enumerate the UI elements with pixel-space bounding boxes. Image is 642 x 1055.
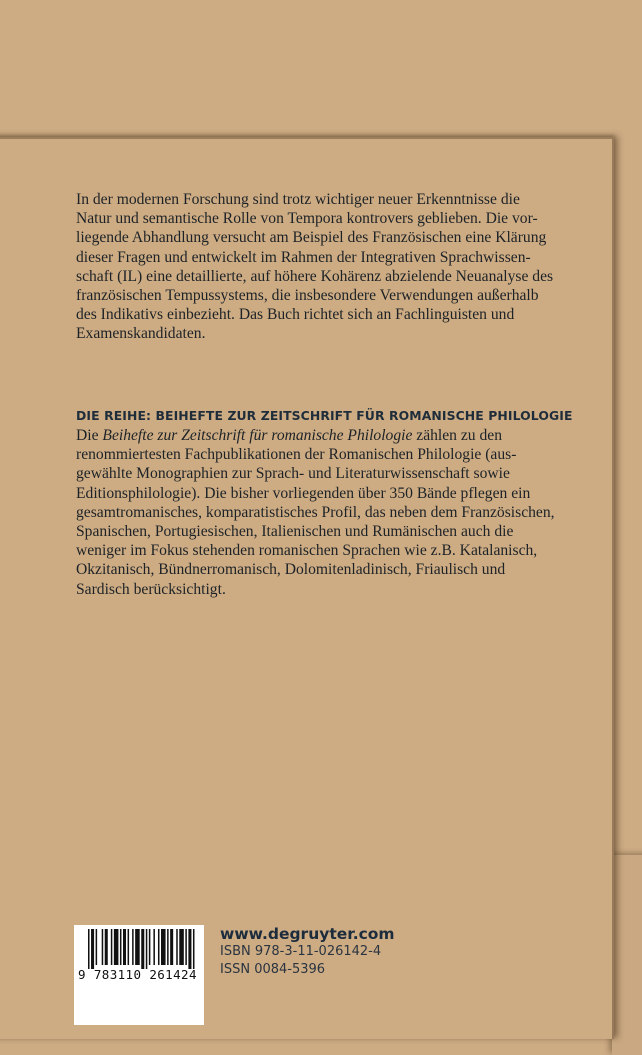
- abstract-line: In der modernen Forschung sind trotz wichtiger neuer Erkenntnisse die: [76, 191, 520, 208]
- series-line-prefix: Die: [76, 427, 103, 444]
- series-title-italic: Beihefte zur Zeitschrift für romanische Philologie: [102, 427, 413, 444]
- isbn-barcode: [74, 925, 204, 1025]
- series-line: [76, 426, 636, 445]
- abstract-line: Examenskandidaten.: [76, 325, 206, 343]
- abstract-line: dieser Fragen und entwickelt im Rahmen der Integrativen Sprachwissen-: [76, 248, 531, 266]
- back-cover-panel: [612, 855, 642, 1055]
- series-line: Editionsphilologie). Die bisher vorliegenden über 350 Bände pflegen ein: [76, 484, 531, 502]
- series-section: [76, 408, 636, 599]
- abstract-line: französischen Tempussystems, die insbesondere Verwendungen außerhalb: [76, 287, 539, 305]
- barcode-bars-graphic: [88, 929, 196, 969]
- series-line: renommiertesten Fachpublikationen der Romanischen Philologie (aus-: [76, 446, 517, 464]
- abstract-line: liegende Abhandlung versucht am Beispiel des Französischen eine Klärung: [76, 229, 547, 247]
- barcode-digits: 9 783110 261424: [78, 967, 197, 982]
- series-line: Okzitanisch, Bündnerromanisch, Dolomitenladinisch, Friaulisch und: [76, 561, 506, 579]
- series-line: gesamtromanisches, komparatistisches Profil, das neben dem Französischen,: [76, 503, 555, 521]
- series-line-suffix: zählen zu den: [412, 427, 503, 444]
- series-line: Sardisch berücksichtigt.: [76, 580, 226, 598]
- book-abstract: [76, 190, 636, 344]
- series-line: weniger im Fokus stehenden romanischen Sprachen wie z.B. Katalanisch,: [76, 542, 538, 560]
- abstract-line: schaft (IL) eine detaillierte, auf höhere Kohärenz abzielende Neuanalyse des: [76, 267, 554, 285]
- abstract-line: des Indikativs einbezieht. Das Buch richtet sich an Fachlinguisten und: [76, 306, 515, 324]
- series-description: [76, 426, 636, 599]
- isbn-number: ISBN 978-3-11-026142-4: [220, 944, 382, 959]
- publisher-url-link[interactable]: www.degruyter.com: [220, 925, 395, 943]
- series-heading: DIE REIHE: BEIHEFTE ZUR ZEITSCHRIFT FÜR ROMANISCHE PHILOLOGIE: [76, 408, 573, 423]
- publisher-info: [220, 925, 395, 979]
- series-line: gewählte Monographien zur Sprach- und Literaturwissenschaft sowie: [76, 465, 510, 483]
- abstract-line: Natur und semantische Rolle von Tempora kontrovers geblieben. Die vor-: [76, 210, 538, 228]
- issn-number: ISSN 0084-5396: [220, 962, 326, 977]
- series-line: Spanischen, Portugiesischen, Italienischen und Rumänischen auch die: [76, 523, 514, 541]
